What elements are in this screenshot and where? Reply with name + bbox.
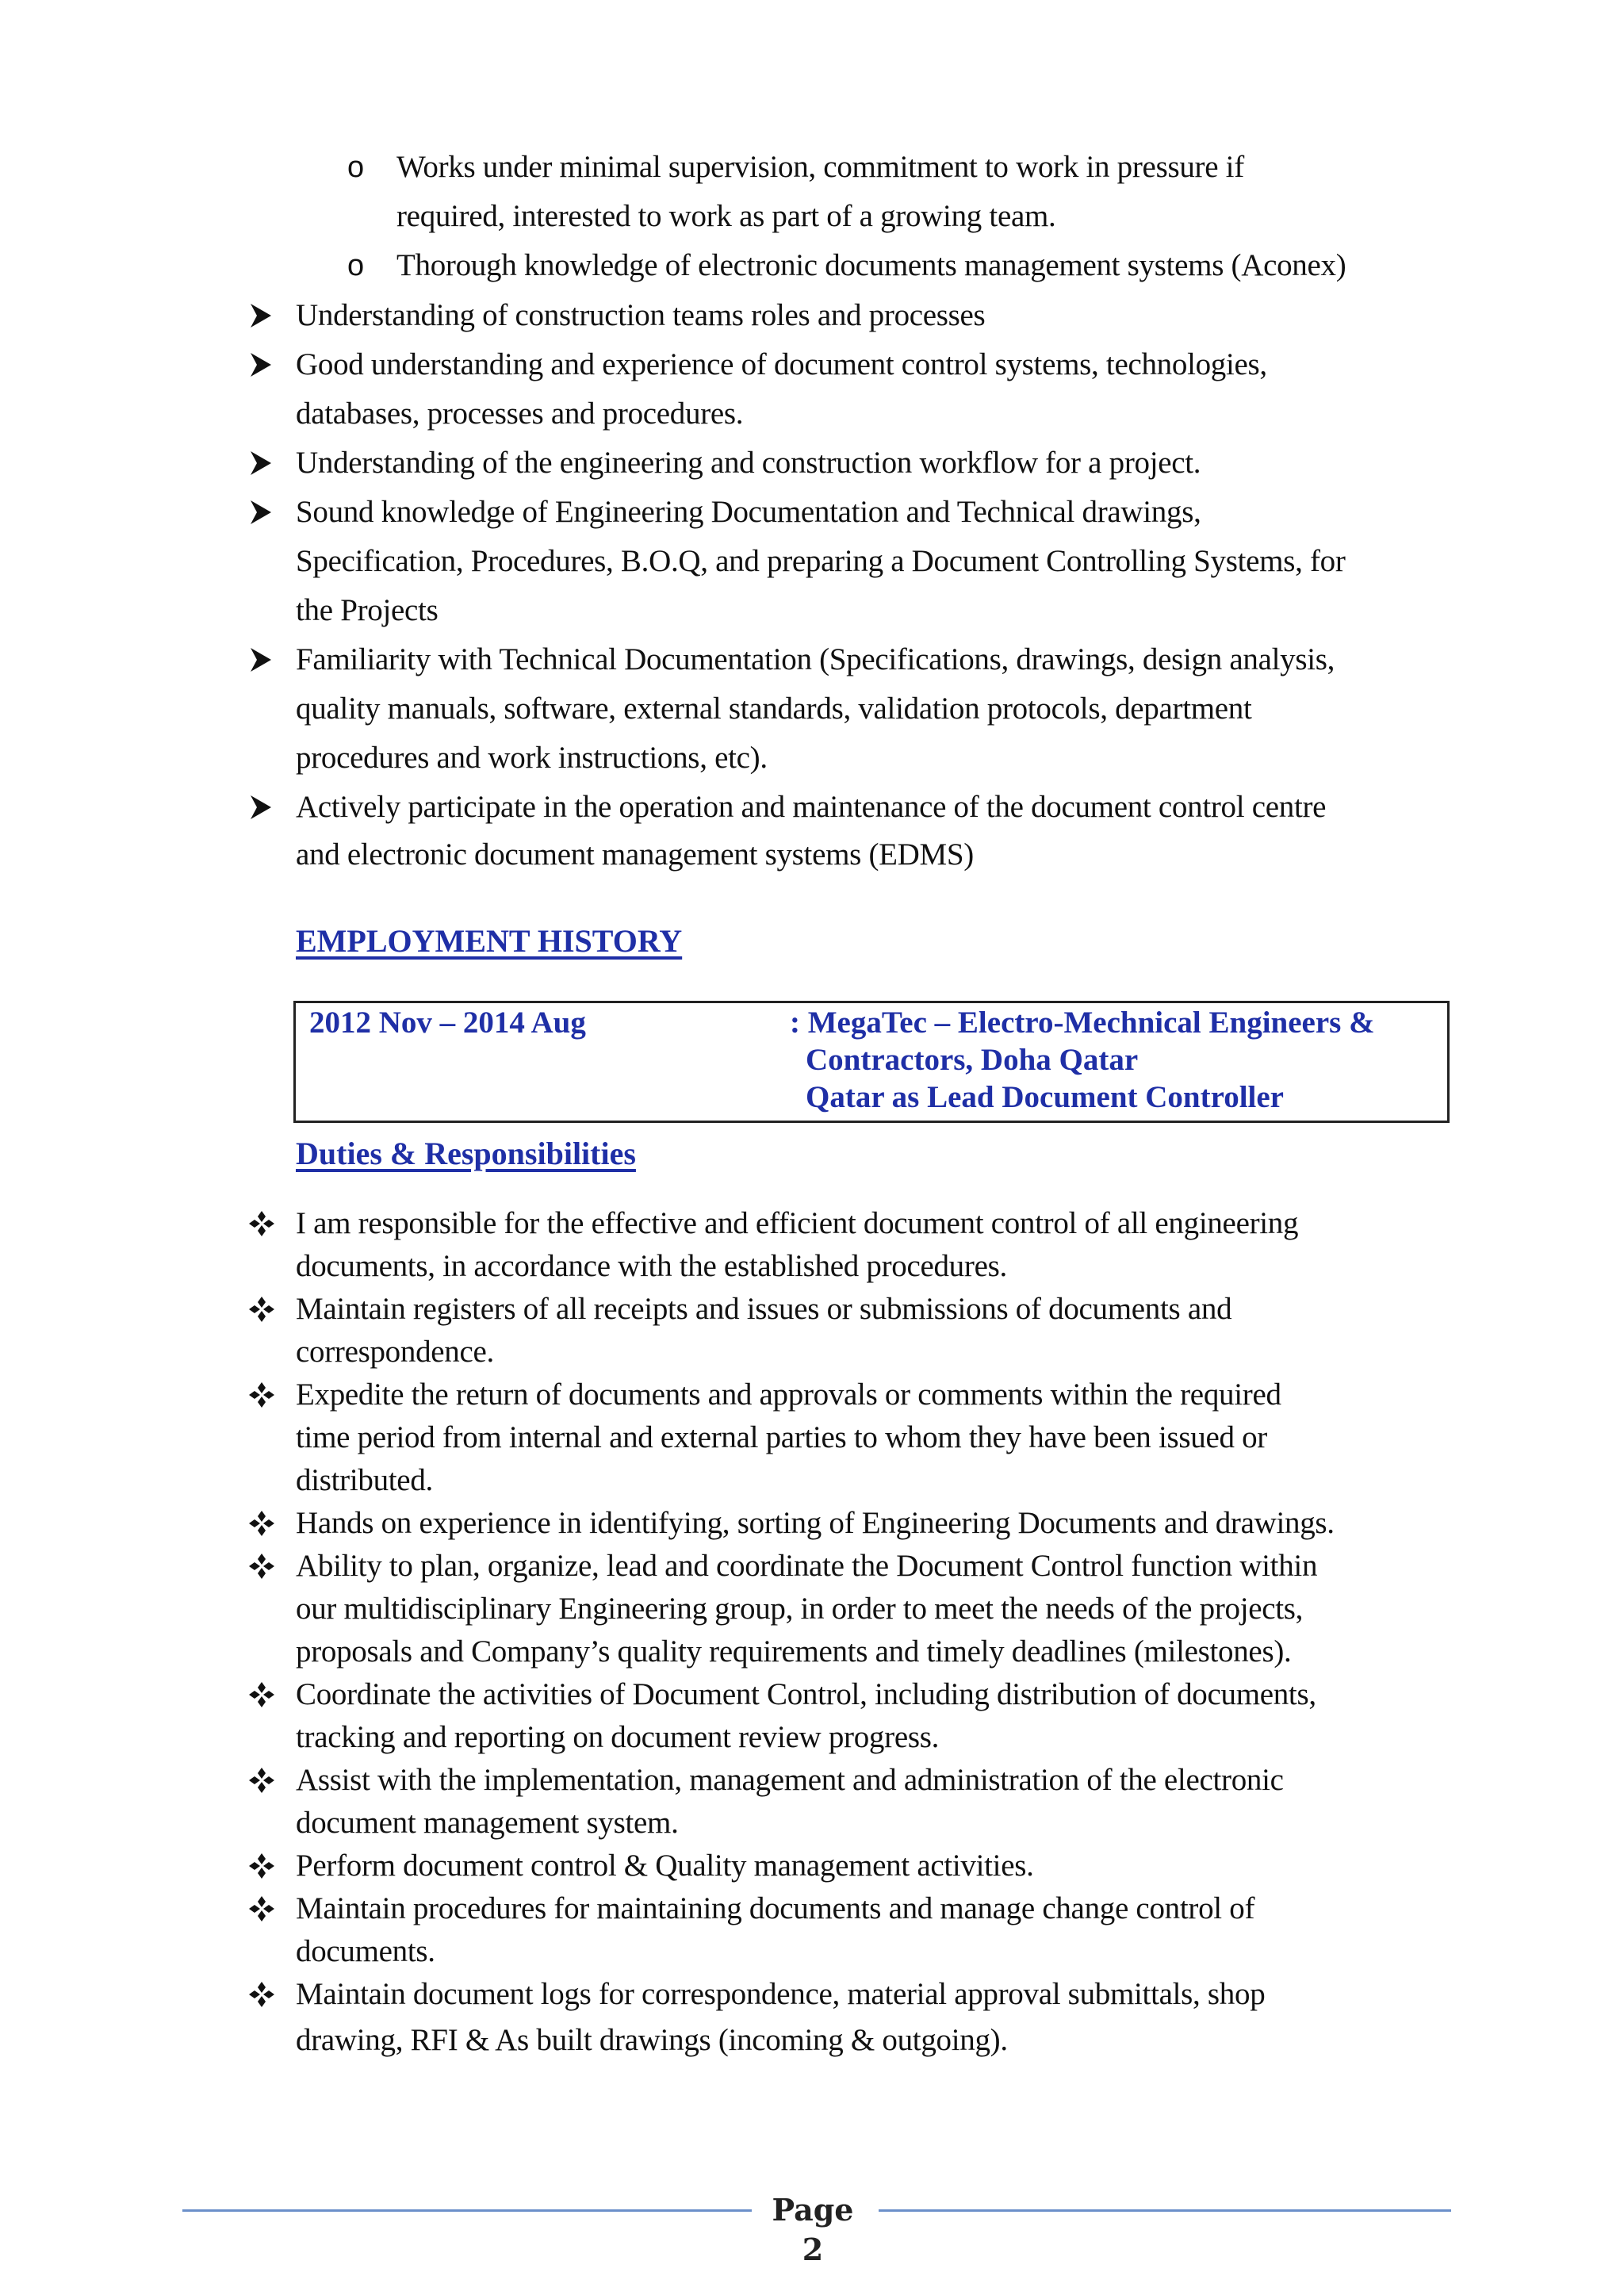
- duty-line: tracking and reporting on document review progress.: [296, 1720, 940, 1754]
- arrow-bullet-icon: [247, 492, 274, 532]
- job-company-line: Contractors, Doha Qatar: [806, 1043, 1139, 1077]
- arrow-item-line: Specification, Procedures, B.O.Q, and preparing a Document Controlling Systems, for: [296, 544, 1346, 578]
- diamond-bullet-icon: [247, 1509, 276, 1538]
- diamond-bullet-icon: [247, 1209, 276, 1238]
- duty-line: proposals and Company’s quality requirements and timely deadlines (milestones).: [296, 1634, 1292, 1669]
- diamond-bullet-icon: [247, 1852, 276, 1880]
- diamond-bullet-icon: [247, 1295, 276, 1324]
- sub-item-line: required, interested to work as part of a growing team.: [396, 199, 1056, 233]
- arrow-item-line: databases, processes and procedures.: [296, 397, 744, 431]
- job-period: 2012 Nov – 2014 Aug: [309, 1006, 586, 1040]
- duty-line: Assist with the implementation, management and administration of the electronic: [296, 1763, 1284, 1797]
- sub-item-line: Works under minimal supervision, commitment to work in pressure if: [396, 150, 1244, 184]
- arrow-item-line: the Projects: [296, 593, 439, 627]
- duties-heading: Duties & Responsibilities: [296, 1136, 636, 1171]
- diamond-bullet-icon: [247, 1680, 276, 1709]
- diamond-bullet-icon: [247, 1552, 276, 1580]
- footer-rule-right: [879, 2209, 1451, 2212]
- footer-rule-left: [182, 2209, 752, 2212]
- arrow-item-line: and electronic document management systems (EDMS): [296, 837, 974, 872]
- duty-line: documents, in accordance with the established procedures.: [296, 1249, 1007, 1283]
- duty-line: Maintain document logs for correspondence, material approval submittals, shop: [296, 1977, 1266, 2011]
- duty-line: drawing, RFI & As built drawings (incoming & outgoing).: [296, 2023, 1008, 2057]
- duty-line: distributed.: [296, 1463, 433, 1497]
- arrow-item-line: quality manuals, software, external standards, validation protocols, department: [296, 692, 1252, 726]
- employment-history-heading: EMPLOYMENT HISTORY: [296, 923, 683, 959]
- arrow-bullet-icon: [247, 345, 274, 385]
- arrow-item-line: Familiarity with Technical Documentation (Specifications, drawings, design analysis,: [296, 642, 1335, 676]
- arrow-item-line: Actively participate in the operation and maintenance of the document control centre: [296, 790, 1327, 824]
- duty-line: Coordinate the activities of Document Control, including distribution of documents,: [296, 1677, 1316, 1711]
- arrow-item-line: procedures and work instructions, etc).: [296, 741, 768, 775]
- diamond-bullet-icon: [247, 1895, 276, 1923]
- diamond-bullet-icon: [247, 1381, 276, 1409]
- sub-bullet-marker: o: [347, 151, 365, 184]
- job-title-line: Qatar as Lead Document Controller: [806, 1080, 1284, 1114]
- duty-line: time period from internal and external parties to whom they have been issued or: [296, 1420, 1267, 1454]
- duty-line: Expedite the return of documents and approvals or comments within the required: [296, 1377, 1281, 1412]
- page-number: Page 2: [772, 2192, 854, 2267]
- arrow-bullet-icon: [247, 296, 274, 335]
- duty-line: document management system.: [296, 1806, 679, 1840]
- arrow-item-line: Understanding of the engineering and construction workflow for a project.: [296, 446, 1201, 480]
- sub-item-line: Thorough knowledge of electronic documents management systems (Aconex): [396, 248, 1346, 282]
- arrow-item-line: Sound knowledge of Engineering Documentation and Technical drawings,: [296, 495, 1201, 529]
- diamond-bullet-icon: [247, 1766, 276, 1795]
- duty-line: Hands on experience in identifying, sorting of Engineering Documents and drawings.: [296, 1506, 1335, 1540]
- duty-line: correspondence.: [296, 1335, 494, 1369]
- duty-line: I am responsible for the effective and efficient document control of all engineering: [296, 1206, 1299, 1240]
- job-company-line: : MegaTec – Electro-Mechnical Engineers &: [790, 1006, 1375, 1040]
- duty-line: documents.: [296, 1934, 435, 1968]
- arrow-bullet-icon: [247, 787, 274, 827]
- duty-line: our multidisciplinary Engineering group, in order to meet the needs of the projects,: [296, 1592, 1304, 1626]
- duty-line: Maintain registers of all receipts and issues or submissions of documents and: [296, 1292, 1232, 1326]
- duty-line: Maintain procedures for maintaining documents and manage change control of: [296, 1891, 1255, 1925]
- arrow-item-line: Understanding of construction teams roles and processes: [296, 298, 986, 332]
- sub-bullet-marker: o: [347, 249, 365, 282]
- arrow-bullet-icon: [247, 443, 274, 483]
- arrow-item-line: Good understanding and experience of document control systems, technologies,: [296, 347, 1267, 381]
- diamond-bullet-icon: [247, 1980, 276, 2009]
- duty-line: Ability to plan, organize, lead and coordinate the Document Control function within: [296, 1549, 1318, 1583]
- arrow-bullet-icon: [247, 640, 274, 680]
- duty-line: Perform document control & Quality management activities.: [296, 1849, 1034, 1883]
